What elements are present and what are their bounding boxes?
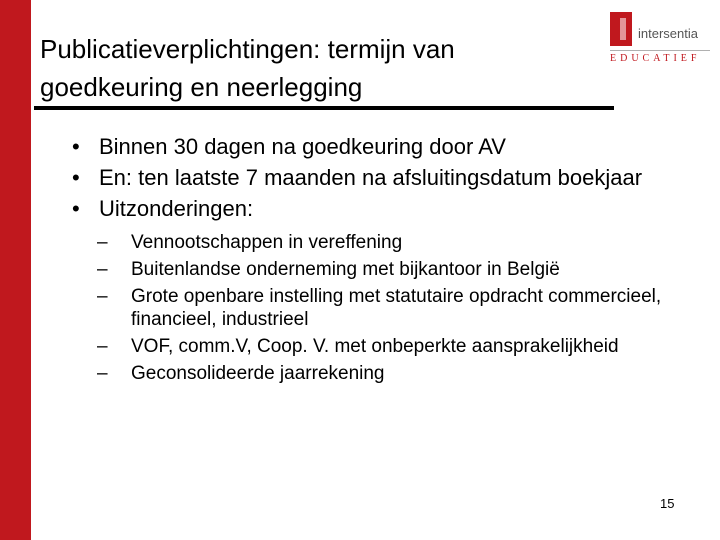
slide-title: Publicatieverplichtingen: termijn van goedkeuring en neerlegging: [40, 34, 455, 102]
bullet-item-label: Uitzonderingen:: [99, 196, 254, 221]
slide-content: [72, 134, 702, 391]
left-accent-bar: [0, 0, 31, 540]
logo-name: intersentia: [638, 26, 698, 41]
sub-bullet-item: – VOF, comm.V, Coop. V. met onbeperkte aansprakelijkheid: [97, 335, 702, 358]
intersentia-logo: [604, 12, 714, 66]
page-number: 15: [660, 496, 675, 511]
sub-bullet-item: – Vennootschappen in vereffening: [97, 231, 702, 254]
bullet-list: [72, 134, 702, 385]
bullet-item: • En: ten laatste 7 maanden na afsluitingsdatum boekjaar: [72, 165, 702, 190]
logo-divider: [610, 50, 710, 51]
title-underline: [34, 106, 614, 110]
sub-bullet-item: – Buitenlandse onderneming met bijkantoor in België: [97, 258, 702, 281]
sub-bullet-item: – Grote openbare instelling met statutaire opdracht commercieel, financieel, industrieel: [97, 285, 702, 331]
sub-bullet-item: – Geconsolideerde jaarrekening: [97, 362, 702, 385]
bullet-item: • Binnen 30 dagen na goedkeuring door AV: [72, 134, 702, 159]
logo-tagline: EDUCATIEF: [610, 53, 701, 64]
sub-bullet-list: [97, 231, 702, 385]
logo-mark-icon: [610, 12, 632, 46]
bullet-item: [72, 196, 702, 385]
